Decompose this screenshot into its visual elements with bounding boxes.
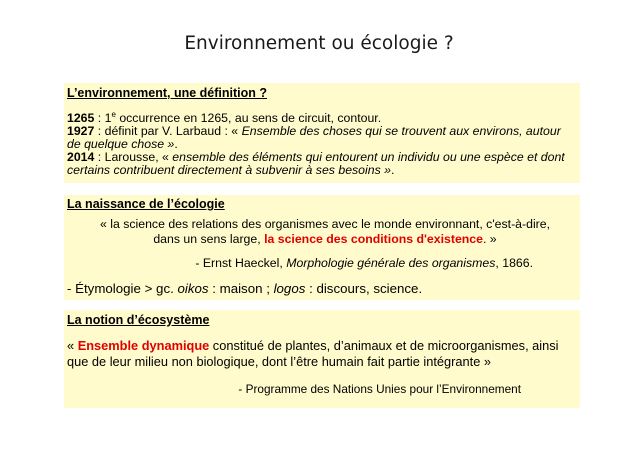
ecosystem-quote [67,338,575,370]
entry-text: : Larousse, « [94,150,173,164]
entry-2014 [67,151,575,177]
slide-title: Environnement ou écologie ? [184,33,454,54]
etym-c: : discours, science. [305,281,423,296]
quote-start: « [67,338,78,353]
author-suffix: , 1866. [495,256,533,270]
unep-attribution: - Programme des Nations Unies pour l’Environnement [238,382,521,396]
entry-year: 1927 [67,124,95,138]
haeckel-attribution [67,256,575,270]
superscript: e [111,109,116,119]
definition-box [64,83,580,183]
quote-end: . » [482,232,497,246]
ecosystem-box [64,310,580,408]
ecology-heading: La naissance de l’écologie [67,197,225,211]
quote-highlight: Ensemble dynamique [77,338,210,353]
ecology-box [64,195,580,300]
etym-word-logos: logos [273,281,306,296]
entry-end: . [391,163,395,177]
definition-heading: L’environnement, une définition ? [67,86,268,100]
haeckel-quote [67,217,575,247]
entry-text: occurrence en 1265, au sens de circuit, contour. [115,111,382,125]
entry-year: 2014 [67,150,95,164]
entry-end: . [174,137,178,151]
etym-word-oikos: oikos [177,281,209,296]
entry-quote: ensemble des éléments qui entourent un individu ou une espèce et dont certains contribuent directement à subvenir à ses besoins » [67,150,565,177]
etym-a: - Étymologie > gc. [67,281,178,296]
entry-1927 [67,125,575,151]
ecosystem-heading: La notion d’écosystème [67,313,210,327]
entry-quote: Ensemble des choses qui se trouvent aux environs, autour de quelque chose » [67,124,561,151]
entry-sep: : 1 [94,111,112,125]
entry-text: : définit par V. Larbaud : « [94,124,242,138]
quote-start: « la science des relations des organismes avec le monde environnant, c'est-à-dire, dans un sens large, [99,217,551,246]
entry-year: 1265 [67,111,95,125]
quote-highlight: la science des conditions d'existence [264,232,483,246]
quote-rest: constitué de plantes, d’animaux et de microorganismes, ainsi que de leur milieu non biologique, dont l’être humain fait partie intégrante » [67,338,559,369]
etymology-line [67,281,575,296]
author-work: Morphologie générale des organismes [286,256,496,270]
etym-b: : maison ; [208,281,274,296]
author-prefix: - Ernst Haeckel, [195,256,287,270]
